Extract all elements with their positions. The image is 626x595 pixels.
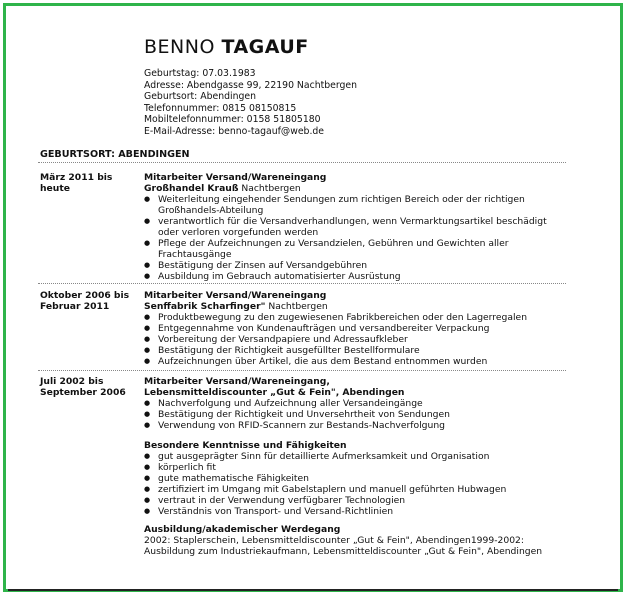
education-line: Ausbildung zum Industriekaufmann, Lebensmitteldiscounter „Gut & Fein", Abendingen [144, 546, 543, 557]
job-company-suffix: Nachtbergen [238, 183, 301, 194]
job-task-list [144, 312, 564, 367]
job-entry [144, 172, 564, 282]
section-title: GEBURTSORT: ABENDINGEN [40, 149, 190, 160]
job-date: Oktober 2006 bis Februar 2011 [40, 290, 130, 312]
list-item: ● Bestätigung der Richtigkeit und Unversehrtheit von Sendungen [144, 409, 564, 420]
job-divider [38, 370, 566, 371]
list-item: ● Entgegennahme von Kundenaufträgen und versandbereiter Verpackung [144, 323, 564, 334]
education-line: 2002: Staplerschein, Lebensmitteldiscounter „Gut & Fein", Abendingen1999-2002: [144, 535, 525, 546]
birthplace-line: Geburtsort: Abendingen [144, 91, 257, 103]
job-title: Mitarbeiter Versand/Wareneingang [144, 290, 327, 301]
page-bottom-border [8, 589, 618, 591]
personal-details [144, 68, 357, 138]
birthday-line: Geburtstag: 07.03.1983 [144, 68, 256, 79]
skills-section [144, 440, 564, 517]
skills-title: Besondere Kenntnisse und Fähigkeiten [144, 440, 347, 451]
job-task-list [144, 194, 564, 282]
list-item: ● Nachverfolgung und Aufzeichnung aller Versandeingänge [144, 398, 564, 409]
address-line: Adresse: Abendgasse 99, 22190 Nachtbergen [144, 79, 358, 91]
mobile-line: Mobiltelefonnummer: 0158 51805180 [144, 114, 321, 126]
job-company: Senffabrik Scharfinger" [144, 301, 266, 312]
first-name: BENNO [144, 36, 215, 58]
list-item: ● körperlich fit [144, 462, 564, 473]
job-company-line [144, 301, 564, 312]
job-date: März 2011 bis heute [40, 172, 113, 194]
job-company-suffix: Nachtbergen [265, 301, 328, 312]
list-item: ● zertifiziert im Umgang mit Gabelstaplern und manuell geführten Hubwagen [144, 484, 564, 495]
list-item: ● Bestätigung der Richtigkeit ausgefüllter Bestellformulare [144, 345, 564, 356]
job-divider [38, 283, 566, 284]
skills-list [144, 451, 564, 517]
list-item: ● Produktbewegung zu den zugewiesenen Fabrikbereichen oder den Lagerregalen [144, 312, 564, 323]
last-name: TAGAUF [221, 36, 309, 58]
job-company: Großhandel Krauß [144, 183, 239, 194]
list-item: ● Vorbereitung der Versandpapiere und Adressaufkleber [144, 334, 564, 345]
list-item: ● verantwortlich für die Versandverhandlungen, wenn Vermarktungsartikel beschädigt oder verloren vorgefunden werden [144, 216, 564, 238]
list-item: ● Bestätigung der Zinsen auf Versandgebühren [144, 260, 564, 271]
job-title: Mitarbeiter Versand/Wareneingang, [144, 376, 330, 387]
list-item: ● vertraut in der Verwendung verfügbarer Technologien [144, 495, 564, 506]
job-company-line [144, 183, 564, 194]
list-item: ● Weiterleitung eingehender Sendungen zum richtigen Bereich oder der richtigen Großhandels-Abteilung [144, 194, 564, 216]
list-item: ● gute mathematische Fähigkeiten [144, 473, 564, 484]
applicant-name [144, 36, 309, 58]
education-title: Ausbildung/akademischer Werdegang [144, 524, 341, 535]
job-date: Juli 2002 bis September 2006 [40, 376, 126, 398]
job-entry [144, 290, 564, 367]
list-item: ● Pflege der Aufzeichnungen zu Versandzielen, Gebühren und Gewichten aller Frachtausgänge [144, 238, 564, 260]
email-line: E-Mail-Adresse: benno-tagauf@web.de [144, 125, 325, 137]
job-title: Mitarbeiter Versand/Wareneingang [144, 172, 327, 183]
list-item: ● Ausbildung im Gebrauch automatisierter Ausrüstung [144, 271, 564, 282]
job-entry [144, 376, 564, 431]
job-company-line [144, 387, 564, 398]
list-item: ● Verwendung von RFID-Scannern zur Bestands-Nachverfolgung [144, 420, 564, 431]
list-item: ● gut ausgeprägter Sinn für detaillierte Aufmerksamkeit und Organisation [144, 451, 564, 462]
job-task-list [144, 398, 564, 431]
education-section [144, 524, 584, 557]
job-company: Lebensmitteldiscounter „Gut & Fein", Abendingen [144, 387, 405, 398]
phone-line: Telefonnummer: 0815 08150815 [144, 102, 297, 114]
list-item: ● Verständnis von Transport- und Versand-Richtlinien [144, 506, 564, 517]
list-item: ● Aufzeichnungen über Artikel, die aus dem Bestand entnommen wurden [144, 356, 564, 367]
section-divider [38, 162, 566, 163]
